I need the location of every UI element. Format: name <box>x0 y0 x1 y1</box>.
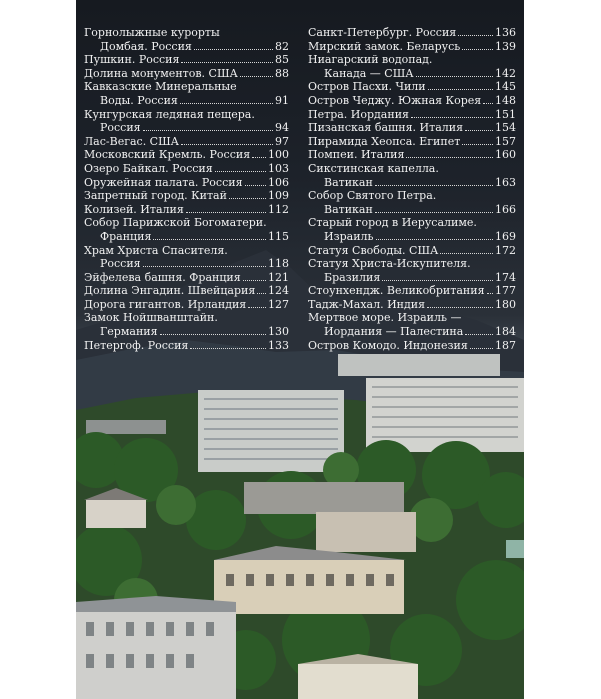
toc-entry-title: Пушкин. Россия <box>84 53 180 67</box>
dot-leader <box>462 49 493 50</box>
toc-entry <box>84 135 289 149</box>
book-page <box>76 0 524 699</box>
toc-entry-line <box>84 135 289 149</box>
toc-entry <box>308 189 516 216</box>
toc-entry-title: Домбая. Россия <box>100 39 192 53</box>
toc-entry <box>308 94 516 108</box>
toc-entry-title: Лас-Вегас. США <box>84 134 179 148</box>
toc-page-number: 163 <box>495 175 516 189</box>
toc-entry-title: Стоунхендж. Великобритания <box>308 284 485 298</box>
toc-entry <box>84 189 289 203</box>
toc-entry-title: Московский Кремль. Россия <box>84 148 251 162</box>
toc-entry-title: Санкт-Петербург. Россия <box>308 26 457 39</box>
toc-entry-line <box>308 40 516 54</box>
toc-page-number: 180 <box>495 297 516 311</box>
toc-page-number: 124 <box>268 284 289 298</box>
toc-entry-line <box>308 298 516 312</box>
toc-entry-title: Россия <box>100 121 141 135</box>
dot-leader <box>215 171 266 172</box>
toc-column-left <box>84 26 289 352</box>
toc-page-number: 139 <box>495 39 516 53</box>
toc-entry-title: Пирамида Хеопса. Египет <box>308 134 461 148</box>
toc-entry <box>84 67 289 81</box>
toc-page-number: 166 <box>495 202 516 216</box>
dot-leader <box>382 280 493 281</box>
toc-entry <box>308 135 516 149</box>
dot-leader <box>375 185 493 186</box>
toc-page-number: 100 <box>268 148 289 162</box>
toc-column-right <box>308 26 516 352</box>
dot-leader <box>181 62 273 63</box>
toc-entry-title-line: Статуя Христа-Искупителя. <box>308 257 471 271</box>
toc-entry-title-line: Мертвое море. Израиль — <box>308 311 462 325</box>
toc-entry-title: Остров Комодо. Индонезия <box>308 338 468 352</box>
toc-entry-title: Пизанская башня. Италия <box>308 121 464 135</box>
toc-page-number: 106 <box>268 175 289 189</box>
toc-entry-title: Дорога гигантов. Ирландия <box>84 297 247 311</box>
toc-entry <box>308 108 516 122</box>
toc-entry <box>84 148 289 162</box>
dot-leader <box>186 212 266 213</box>
toc-entry-line <box>308 67 516 81</box>
toc-entry-line <box>308 108 516 122</box>
toc-entry-title: Тадж-Махал. Индия <box>308 297 426 311</box>
toc-page-number: 91 <box>275 93 289 107</box>
toc-entry <box>308 311 516 338</box>
toc-entry-title: Франция <box>100 229 152 243</box>
dot-leader <box>416 76 493 77</box>
toc-entry <box>308 121 516 135</box>
toc-entry-line <box>84 257 289 271</box>
toc-entry-title: Помпеи. Италия <box>308 148 405 162</box>
dot-leader <box>406 157 493 158</box>
toc-page-number: 103 <box>268 161 289 175</box>
toc-entry-title: Запретный город. Китай <box>84 189 227 203</box>
dot-leader <box>465 334 493 335</box>
toc-entry <box>84 162 289 176</box>
dot-leader <box>153 239 266 240</box>
toc-entry-title-line: Кунгурская ледяная пещера. <box>84 107 255 121</box>
toc-page-number: 121 <box>268 270 289 284</box>
toc-entry-line <box>84 298 289 312</box>
toc-entry-line <box>308 325 516 339</box>
toc-page-number: 112 <box>268 202 289 216</box>
toc-entry-line <box>84 94 289 108</box>
toc-entry-line <box>84 176 289 190</box>
toc-entry <box>84 53 289 67</box>
toc-page-number: 130 <box>268 325 289 339</box>
toc-entry-title: Долина монументов. США <box>84 66 238 80</box>
dot-leader <box>411 117 493 118</box>
toc-page-number: 174 <box>495 270 516 284</box>
toc-page-number: 136 <box>495 26 516 39</box>
toc-entry-line <box>84 162 289 176</box>
toc-page-number: 88 <box>275 66 289 80</box>
toc-entry-title: Ватикан <box>324 202 373 216</box>
toc-page-number: 133 <box>268 338 289 352</box>
dot-leader <box>194 49 273 50</box>
toc-page-number: 127 <box>268 297 289 311</box>
toc-entry-title-line: Ниагарский водопад. <box>308 53 433 67</box>
toc-entry-line <box>308 339 516 353</box>
toc-entry-title: Эйфелева башня. Франция <box>84 270 241 284</box>
dot-leader <box>428 89 493 90</box>
toc-entry-line <box>84 148 289 162</box>
toc-entry-title: Оружейная палата. Россия <box>84 175 243 189</box>
dot-leader <box>240 76 273 77</box>
toc-entry-line <box>84 203 289 217</box>
toc-entry <box>84 244 289 271</box>
dot-leader <box>376 239 494 240</box>
toc-entry-title: Колизей. Италия <box>84 202 184 216</box>
toc-entry-line <box>84 284 289 298</box>
dot-leader <box>143 266 266 267</box>
toc-entry-line <box>84 53 289 67</box>
toc-page-number: 82 <box>275 39 289 53</box>
toc-entry <box>84 40 289 54</box>
toc-entry <box>308 53 516 80</box>
toc-entry <box>84 284 289 298</box>
toc-entry-title: Долина Энгадин. Швейцария <box>84 284 256 298</box>
toc-entry <box>308 80 516 94</box>
toc-entry-line <box>84 121 289 135</box>
toc-entry-title: Остров Чеджу. Южная Корея <box>308 93 482 107</box>
dot-leader <box>462 144 493 145</box>
toc-page-number: 97 <box>275 134 289 148</box>
toc-entry <box>308 284 516 298</box>
toc-page-number: 142 <box>495 66 516 80</box>
toc-page-number: 160 <box>495 148 516 162</box>
toc-entry-title: Петра. Иордания <box>308 107 409 121</box>
toc-entry <box>84 80 289 107</box>
toc-entry-title: Воды. Россия <box>100 93 178 107</box>
toc-entry-line <box>308 284 516 298</box>
toc-entry-line <box>308 94 516 108</box>
dot-leader <box>181 144 273 145</box>
toc-entry <box>308 40 516 54</box>
toc-entry <box>84 176 289 190</box>
toc-page-number: 94 <box>275 121 289 135</box>
toc-entry <box>84 216 289 243</box>
toc-entry-title-line: Замок Нойшванштайн. <box>84 311 218 325</box>
dot-leader <box>143 130 273 131</box>
toc-entry-line <box>84 271 289 285</box>
toc-entry-line <box>84 40 289 54</box>
toc-entry-line <box>308 230 516 244</box>
toc-page-number: 169 <box>495 229 516 243</box>
toc-entry <box>308 26 516 40</box>
toc-page-number: 151 <box>495 107 516 121</box>
toc-entry-title: Канада — США <box>324 66 414 80</box>
toc-entry-title: Иордания — Палестина <box>324 325 464 339</box>
dot-leader <box>458 35 493 36</box>
toc-entry <box>308 148 516 162</box>
toc-entry-line <box>84 325 289 339</box>
toc-entry-title-line: Собор Святого Петра. <box>308 189 437 203</box>
toc-entry <box>84 271 289 285</box>
dot-leader <box>427 307 493 308</box>
toc-entry-title: Германия <box>100 325 158 339</box>
dot-leader <box>375 212 493 213</box>
toc-entry-line <box>308 135 516 149</box>
toc-page-number: 145 <box>495 80 516 94</box>
toc-section-heading: Горнолыжные курорты <box>84 26 220 39</box>
toc-page-number: 187 <box>495 338 516 352</box>
toc-entry-line <box>308 80 516 94</box>
dot-leader <box>252 157 266 158</box>
toc-entry-title: Россия <box>100 257 141 271</box>
toc-entry-title-line: Сикстинская капелла. <box>308 161 439 175</box>
toc-entry <box>84 311 289 338</box>
toc-entry-line <box>308 148 516 162</box>
toc-entry-line <box>84 339 289 353</box>
toc-entry-title-line: Старый город в Иерусалиме. <box>308 216 477 230</box>
dot-leader <box>180 103 273 104</box>
toc-entry-line <box>308 26 516 40</box>
toc-entry <box>84 203 289 217</box>
dot-leader <box>470 348 493 349</box>
toc-entry-title: Ватикан <box>324 175 373 189</box>
toc-entry <box>308 216 516 243</box>
toc-entry-line <box>308 244 516 258</box>
toc-entry-title-line: Кавказские Минеральные <box>84 80 237 94</box>
toc-page-number: 172 <box>495 243 516 257</box>
dot-leader <box>160 334 266 335</box>
dot-leader <box>190 348 266 349</box>
dot-leader <box>487 293 493 294</box>
toc-entry-title-line: Храм Христа Спасителя. <box>84 243 228 257</box>
dot-leader <box>440 253 493 254</box>
toc-entry-line <box>308 271 516 285</box>
dot-leader <box>245 185 266 186</box>
toc-page-number: 157 <box>495 134 516 148</box>
toc-page-number: 177 <box>495 284 516 298</box>
toc-entry-line <box>84 189 289 203</box>
toc-entry <box>84 298 289 312</box>
toc-entry <box>308 244 516 258</box>
toc-entry-title: Бразилия <box>324 270 381 284</box>
toc-entry-title: Петергоф. Россия <box>84 338 189 352</box>
toc-entry-title: Озеро Байкал. Россия <box>84 161 213 175</box>
toc-entry <box>84 26 289 40</box>
dot-leader <box>483 103 493 104</box>
toc-entry <box>308 339 516 353</box>
toc-entry-title: Остров Пасхи. Чили <box>308 80 426 94</box>
toc-page-number: 85 <box>275 53 289 67</box>
table-of-contents <box>76 0 524 352</box>
toc-entry-line <box>84 230 289 244</box>
toc-entry <box>308 162 516 189</box>
dot-leader <box>229 198 266 199</box>
toc-entry-title-line: Собор Парижской Богоматери. <box>84 216 267 230</box>
toc-entry-title: Израиль <box>324 229 374 243</box>
toc-page-number: 115 <box>268 229 289 243</box>
toc-entry-title: Статуя Свободы. США <box>308 243 439 257</box>
toc-entry <box>308 298 516 312</box>
toc-entry-line <box>308 176 516 190</box>
toc-entry <box>84 108 289 135</box>
dot-leader <box>465 130 493 131</box>
toc-page-number: 184 <box>495 325 516 339</box>
toc-entry <box>84 339 289 353</box>
toc-page-number: 118 <box>268 257 289 271</box>
toc-entry-line <box>308 121 516 135</box>
toc-entry-title: Мирский замок. Беларусь <box>308 39 461 53</box>
dot-leader <box>243 280 266 281</box>
dot-leader <box>248 307 266 308</box>
toc-page-number: 148 <box>495 93 516 107</box>
toc-entry-line <box>84 67 289 81</box>
dot-leader <box>257 293 266 294</box>
toc-page-number: 109 <box>268 189 289 203</box>
toc-entry <box>308 257 516 284</box>
toc-page-number: 154 <box>495 121 516 135</box>
toc-entry-line <box>308 203 516 217</box>
